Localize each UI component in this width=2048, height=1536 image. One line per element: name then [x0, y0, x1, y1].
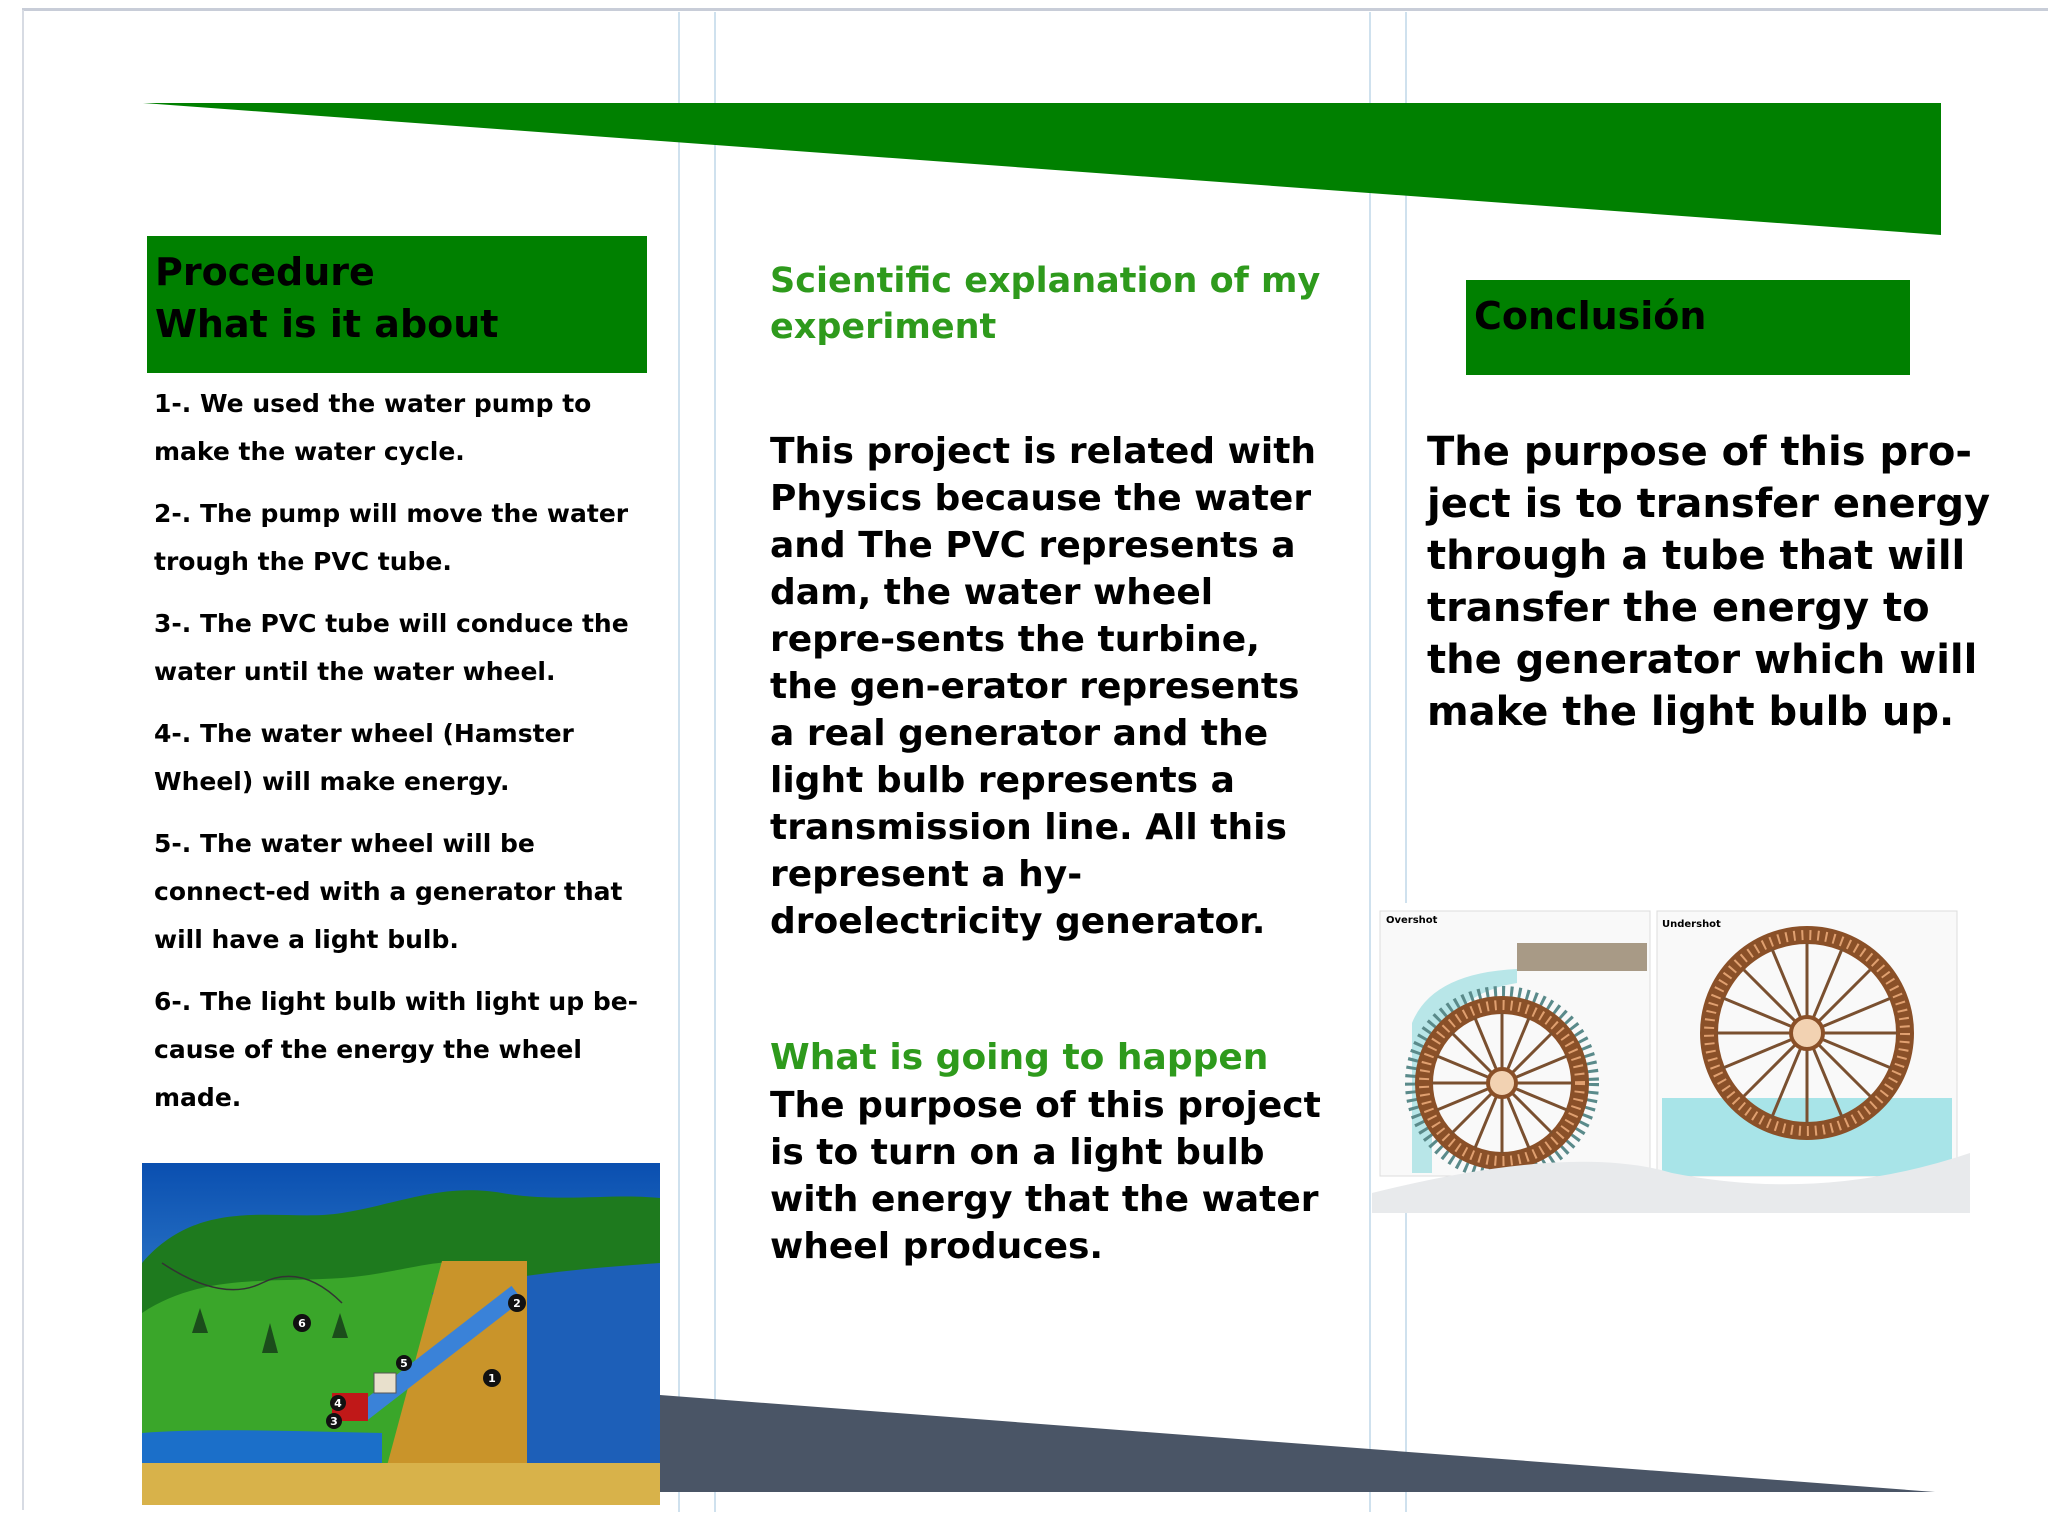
- dam-marker-3: 3: [330, 1415, 338, 1428]
- undershot-wheel: [1709, 935, 1905, 1131]
- happen-body: The purpose of this project is to turn on a light bulb with energy that the water wheel produces.: [770, 1085, 1321, 1267]
- conclusion-body: The purpose of this pro-ject is to transfer energy through a tube that will transfer the energy to the generator which will make the light bulb up.: [1427, 429, 1991, 735]
- dam-marker-6: 6: [298, 1317, 306, 1330]
- hydro-dam-diagram: [142, 1163, 660, 1505]
- procedure-header: [147, 236, 647, 373]
- procedure-subtitle: What is it about: [155, 302, 499, 346]
- procedure-step-5: 5-. The water wheel will be connect-ed with a generator that will have a light bulb.: [154, 829, 623, 954]
- top-green-wedge: [143, 103, 1941, 235]
- procedure-step-6: 6-. The light bulb with light up be-cause of the energy the wheel made.: [154, 987, 639, 1112]
- bottom-slate-wedge: [660, 1395, 1935, 1492]
- procedure-step-1: 1-. We used the water pump to make the water cycle.: [154, 389, 592, 466]
- water-wheel-diagram: [1372, 903, 1970, 1213]
- conclusion-header: [1466, 280, 1910, 375]
- scientific-title: Scientific explanation of my experiment: [770, 261, 1321, 347]
- procedure-step-3: 3-. The PVC tube will conduce the water until the water wheel.: [154, 609, 629, 686]
- procedure-step-2: 2-. The pump will move the water trough the PVC tube.: [154, 499, 629, 576]
- dam-marker-4: 4: [334, 1397, 342, 1410]
- happen-title: What is going to happen: [770, 1037, 1269, 1078]
- procedure-title: Procedure: [155, 250, 375, 294]
- dam-marker-5: 5: [400, 1357, 408, 1370]
- undershot-label: Undershot: [1662, 919, 1721, 930]
- conclusion-title: Conclusión: [1474, 294, 1707, 338]
- dam-marker-2: 2: [513, 1297, 521, 1310]
- procedure-steps: [154, 380, 654, 1136]
- dam-marker-1: 1: [488, 1372, 496, 1385]
- overshot-label: Overshot: [1386, 915, 1438, 926]
- procedure-step-4: 4-. The water wheel (Hamster Wheel) will make energy.: [154, 719, 574, 796]
- scientific-body: This project is related with Physics because the water and The PVC represents a dam, the water wheel repre-sents the turbine, the gen-erator represents a real generator and the light bulb represents a transmission line. All this represent a hy-droelectricity generator.: [770, 431, 1317, 942]
